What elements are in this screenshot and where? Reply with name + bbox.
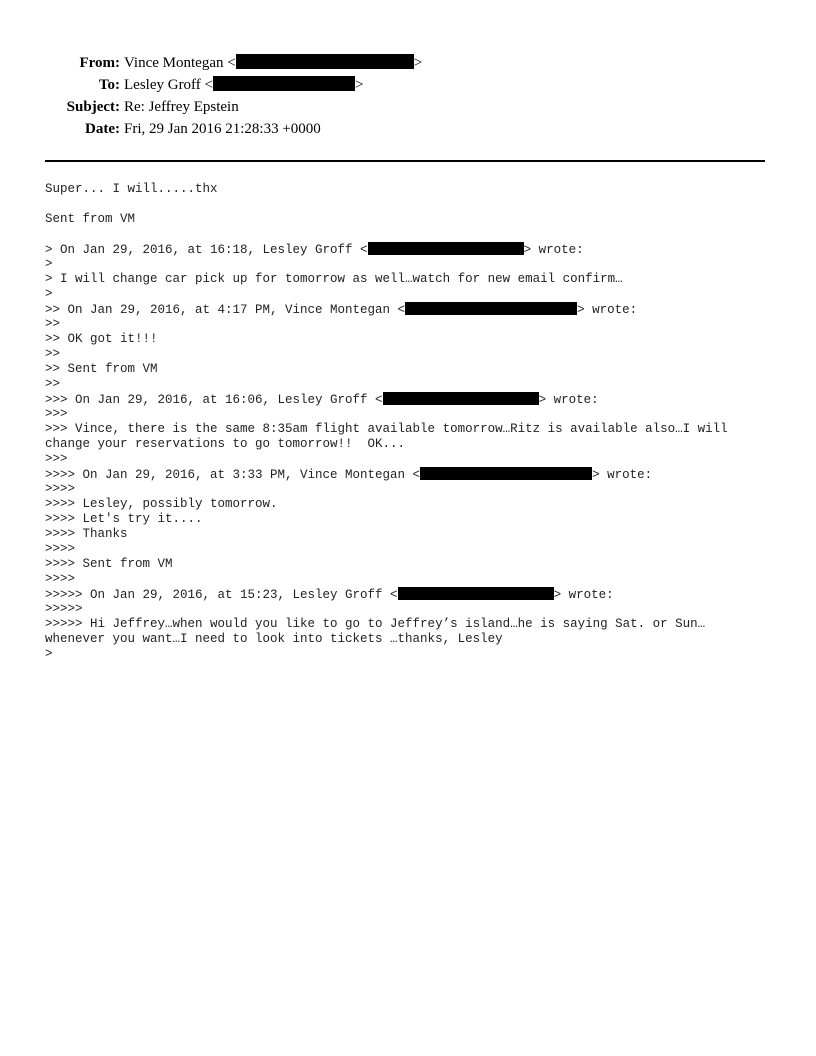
attribution-wrote: > wrote:: [577, 303, 638, 317]
body-line: >>>>> Hi Jeffrey…when would you like to go to Jeffrey’s island…he is saying Sat. or Sun…: [45, 617, 706, 631]
from-name: Vince Montegan <: [124, 55, 236, 71]
email-body: [45, 182, 773, 662]
quote-attribution: [45, 587, 773, 602]
body-line: >: [45, 287, 53, 301]
date-label: Date:: [85, 121, 120, 137]
attribution-text: >>> On Jan 29, 2016, at 16:06, Lesley Groff <: [45, 393, 383, 407]
subject-label: Subject:: [66, 99, 120, 115]
header-divider: [45, 160, 765, 162]
attribution-text: >>>> On Jan 29, 2016, at 3:33 PM, Vince Montegan <: [45, 468, 421, 482]
body-line: >>>>: [45, 572, 76, 586]
body-line: >> OK got it!!!: [45, 332, 158, 346]
attribution-text: > On Jan 29, 2016, at 16:18, Lesley Groff <: [45, 243, 368, 257]
blank-line: [45, 227, 773, 242]
body-line: >>>: [45, 407, 68, 421]
quote-attribution: [45, 242, 773, 257]
quote-attribution: [45, 467, 773, 482]
from-row: [0, 52, 816, 74]
body-line: Sent from VM: [45, 212, 136, 226]
quote-attribution: [45, 392, 773, 407]
to-label: To:: [98, 77, 120, 93]
body-line: >>>> Let's try it....: [45, 512, 203, 526]
subject-row: [0, 96, 816, 118]
from-value: [124, 52, 422, 74]
redaction-box: [383, 392, 539, 405]
quote-attribution: [45, 302, 773, 317]
body-line: whenever you want…I need to look into tickets …thanks, Lesley: [45, 632, 503, 646]
attribution-text: >>>>> On Jan 29, 2016, at 15:23, Lesley Groff <: [45, 588, 398, 602]
redaction-box: [420, 467, 592, 480]
redaction-box: [213, 76, 355, 91]
body-line: >>>>: [45, 482, 76, 496]
body-line: >>>> Lesley, possibly tomorrow.: [45, 497, 278, 511]
body-line: >> Sent from VM: [45, 362, 158, 376]
to-row: [0, 74, 816, 96]
body-line: >>>>>: [45, 602, 83, 616]
body-line: >>>: [45, 452, 68, 466]
body-line: change your reservations to go tomorrow!! OK...: [45, 437, 406, 451]
body-line: >: [45, 257, 53, 271]
from-label: From:: [79, 55, 120, 71]
subject-value: Re: Jeffrey Epstein: [124, 99, 239, 115]
to-close: >: [355, 77, 364, 93]
body-line: >>: [45, 317, 61, 331]
from-close: >: [413, 55, 423, 71]
to-name: Lesley Groff <: [124, 77, 213, 93]
attribution-wrote: > wrote:: [592, 468, 653, 482]
body-line: >>> Vince, there is the same 8:35am flight available tomorrow…Ritz is available also…I will: [45, 422, 728, 436]
redaction-box: [236, 54, 414, 69]
body-line: >>>>: [45, 542, 76, 556]
redaction-box: [398, 587, 554, 600]
redaction-box: [368, 242, 524, 255]
attribution-text: >> On Jan 29, 2016, at 4:17 PM, Vince Montegan <: [45, 303, 406, 317]
attribution-wrote: > wrote:: [538, 393, 599, 407]
blank-line: [45, 197, 773, 212]
body-line: Super... I will.....thx: [45, 182, 218, 196]
date-row: [0, 118, 816, 140]
date-value: Fri, 29 Jan 2016 21:28:33 +0000: [124, 121, 321, 137]
redaction-box: [405, 302, 577, 315]
attribution-wrote: > wrote:: [553, 588, 614, 602]
body-line: >>>> Sent from VM: [45, 557, 173, 571]
body-line: >>: [45, 377, 61, 391]
body-line: > I will change car pick up for tomorrow as well…watch for new email confirm…: [45, 272, 623, 286]
body-line: >: [45, 647, 53, 661]
body-line: >>: [45, 347, 61, 361]
body-line: >>>> Thanks: [45, 527, 128, 541]
attribution-wrote: > wrote:: [523, 243, 584, 257]
to-value: [124, 74, 363, 96]
